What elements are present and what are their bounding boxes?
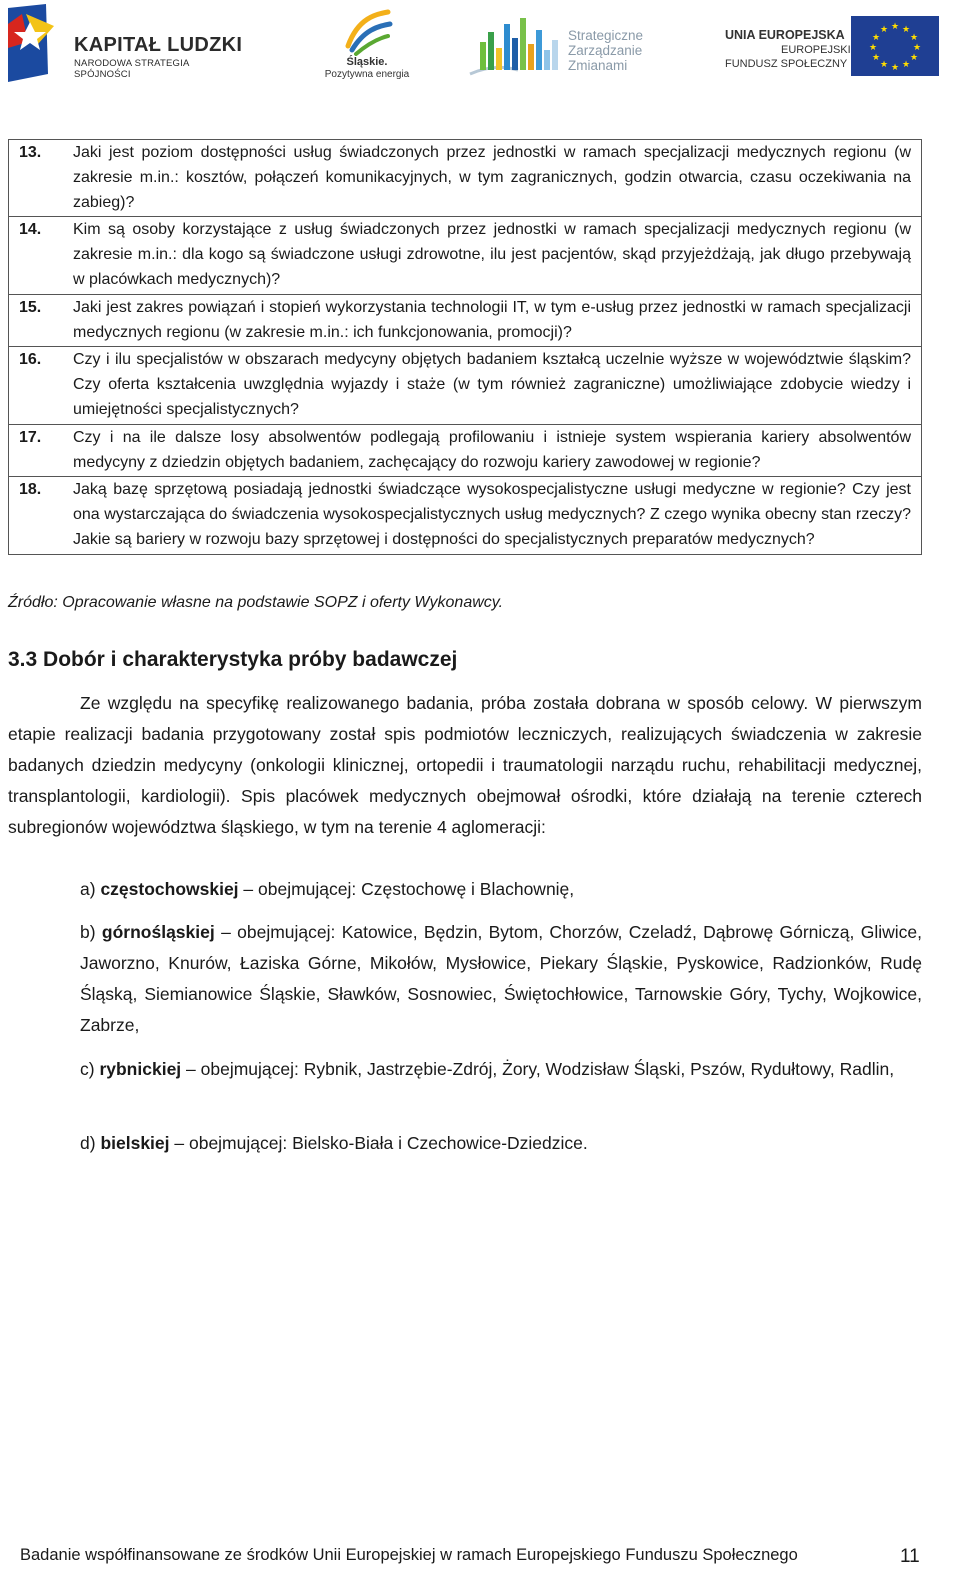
svg-text:★: ★ xyxy=(879,60,889,70)
svg-text:★: ★ xyxy=(879,25,889,35)
kapital-ludzki-flag-icon xyxy=(8,4,54,82)
table-row xyxy=(9,140,922,217)
svg-text:★: ★ xyxy=(890,22,900,32)
table-row xyxy=(9,347,922,424)
kapital-ludzki-subtitle: NARODOWA STRATEGIA SPÓJNOŚCI xyxy=(74,58,189,80)
agglomeration-item: c) rybnickiej – obejmującej: Rybnik, Jastrzębie-Zdrój, Żory, Wodzisław Śląski, Pszów, Rydułtowy, Radlin, xyxy=(80,1059,895,1079)
svg-text:★: ★ xyxy=(890,63,900,73)
source-note: Źródło: Opracowanie własne na podstawie SOPZ i oferty Wykonawcy. xyxy=(8,594,504,611)
table-row xyxy=(9,294,922,347)
question-text: Jaki jest zakres powiązań i stopień wykorzystania technologii IT, w tym e-usług przez jednostki w ramach specjalizacji medycznych regionu (w zakresie m.in.: ich funkcjonowania, promocji)? xyxy=(73,294,922,347)
slaskie-swirl-icon xyxy=(318,8,418,56)
eu-flag-icon xyxy=(851,16,939,76)
kapital-ludzki-title: KAPITAŁ LUDZKI xyxy=(74,34,243,56)
question-text: Jaki jest poziom dostępności usług świadczonych przez jednostki w ramach specjalizacji medycznych regionu (w zakresie m.in.: kosztów, połączeń komunikacyjnych, w tym zagranicznych, godzin otwarcia, czasu oczekiwania na zabieg)? xyxy=(73,140,922,217)
svg-text:★: ★ xyxy=(901,25,911,35)
question-number: 18. xyxy=(9,477,74,554)
agglomeration-name: rybnickiej xyxy=(99,1059,182,1079)
question-text: Czy i na ile dalsze losy absolwentów podlegają profilowaniu i istnieje system wspierania kariery absolwentów medycyny z dziedzin objętych badaniem, zachęcający do rozwoju kariery zawodowej w regionie? xyxy=(73,424,922,477)
table-row xyxy=(9,424,922,477)
agglomeration-name: górnośląskiej xyxy=(101,922,215,942)
svg-text:★: ★ xyxy=(868,43,878,53)
question-text: Czy i ilu specjalistów w obszarach medycyny objętych badaniem kształcą uczelnie wyższe w województwie śląskim? Czy oferta kształcenia uwzględnia wyjazdy i staże (w tym również zagraniczne) umożliwiające zdobycie wiedzy i umiejętności specjalistycznych? xyxy=(73,347,922,424)
table-row xyxy=(9,217,922,294)
research-questions-table xyxy=(8,139,922,555)
section-title: 3.3 Dobór i charakterystyka próby badawczej xyxy=(8,648,458,671)
skyline-bars-icon xyxy=(468,14,564,76)
intro-paragraph: Ze względu na specyfikę realizowanego badania, próba została dobrana w sposób celowy. W pierwszym etapie realizacji badania przygotowany został spis podmiotów leczniczych, realizujących świadczenia w zakresie badanych dziedzin medycyny (onkologii klinicznej, ortopedii i traumatologii narządu ruchu, rehabilitacji medycznej, transplantologii, kardiologii). Spis placówek medycznych obejmował ośrodki, które działają na terenie czterech subregionów województwa śląskiego, w tym na terenie 4 aglomeracji: xyxy=(8,693,922,837)
ue-title: UNIA EUROPEJSKA xyxy=(725,28,845,42)
kapital-ludzki-logo xyxy=(8,4,248,84)
strategiczne-zarzadzanie-text: Strategiczne Zarządzanie Zmianami xyxy=(568,28,644,73)
strategiczne-zarzadzanie-logo xyxy=(468,14,668,79)
page-number: 11 xyxy=(900,1546,920,1567)
svg-text:★: ★ xyxy=(909,33,919,43)
question-number: 13. xyxy=(9,140,74,217)
agglomeration-name: częstochowskiej xyxy=(100,879,239,899)
agglomeration-item: a) częstochowskiej – obejmującej: Częstochowę i Blachownię, xyxy=(80,879,575,899)
svg-text:★: ★ xyxy=(871,33,881,43)
slaskie-tagline: Pozytywna energia xyxy=(324,69,410,80)
footer-text: Badanie współfinansowane ze środków Unii Europejskiej w ramach Europejskiego Funduszu Społecznego xyxy=(20,1546,798,1564)
svg-text:★: ★ xyxy=(909,53,919,63)
agglomeration-item: b) górnośląskiej – obejmującej: Katowice, Będzin, Bytom, Chorzów, Czeladź, Dąbrowę Górniczą, Gliwice, Jaworzno, Knurów, Łaziska Górne, Mikołów, Mysłowice, Piekary Śląskie, Pyskowice, Radzionków, Rudę Śląską, Siemianowice Śląskie, Sławków, Sosnowiec, Świętochłowice, Tarnowskie Góry, Tychy, Wojkowice, Zabrze, xyxy=(80,922,922,1035)
svg-text:★: ★ xyxy=(871,53,881,63)
svg-text:★: ★ xyxy=(901,60,911,70)
slaskie-logo xyxy=(318,8,418,83)
question-number: 16. xyxy=(9,347,74,424)
agglomeration-name: bielskiej xyxy=(100,1133,170,1153)
agglomeration-item: d) bielskiej – obejmującej: Bielsko-Biała i Czechowice-Dziedzice. xyxy=(80,1133,588,1153)
table-row xyxy=(9,477,922,554)
question-number: 17. xyxy=(9,424,74,477)
ue-line2: EUROPEJSKI xyxy=(781,44,851,56)
question-text: Kim są osoby korzystające z usług świadczonych przez jednostki w ramach specjalizacji medycznych regionu (w zakresie m.in.: dla kogo są świadczone usługi zdrowotne, ilu jest pacjentów, skąd przyjeżdżają, jak długo przebywają w placówkach medycznych)? xyxy=(73,217,922,294)
ue-line3: FUNDUSZ SPOŁECZNY xyxy=(725,58,848,70)
unia-europejska-logo xyxy=(725,16,950,80)
slaskie-name: Śląskie. xyxy=(346,56,388,68)
question-number: 14. xyxy=(9,217,74,294)
question-text: Jaką bazę sprzętową posiadają jednostki świadczące wysokospecjalistyczne usługi medyczne w regionie? Czy jest ona wystarczająca do świadczenia wysokospecjalistycznych usług medycznych? Z czego wynika obecny stan rzeczy? Jakie są bariery w rozwoju bazy sprzętowej i dostępności do specjalistycznych preparatów medycznych? xyxy=(73,477,922,554)
question-number: 15. xyxy=(9,294,74,347)
svg-text:★: ★ xyxy=(912,43,922,53)
